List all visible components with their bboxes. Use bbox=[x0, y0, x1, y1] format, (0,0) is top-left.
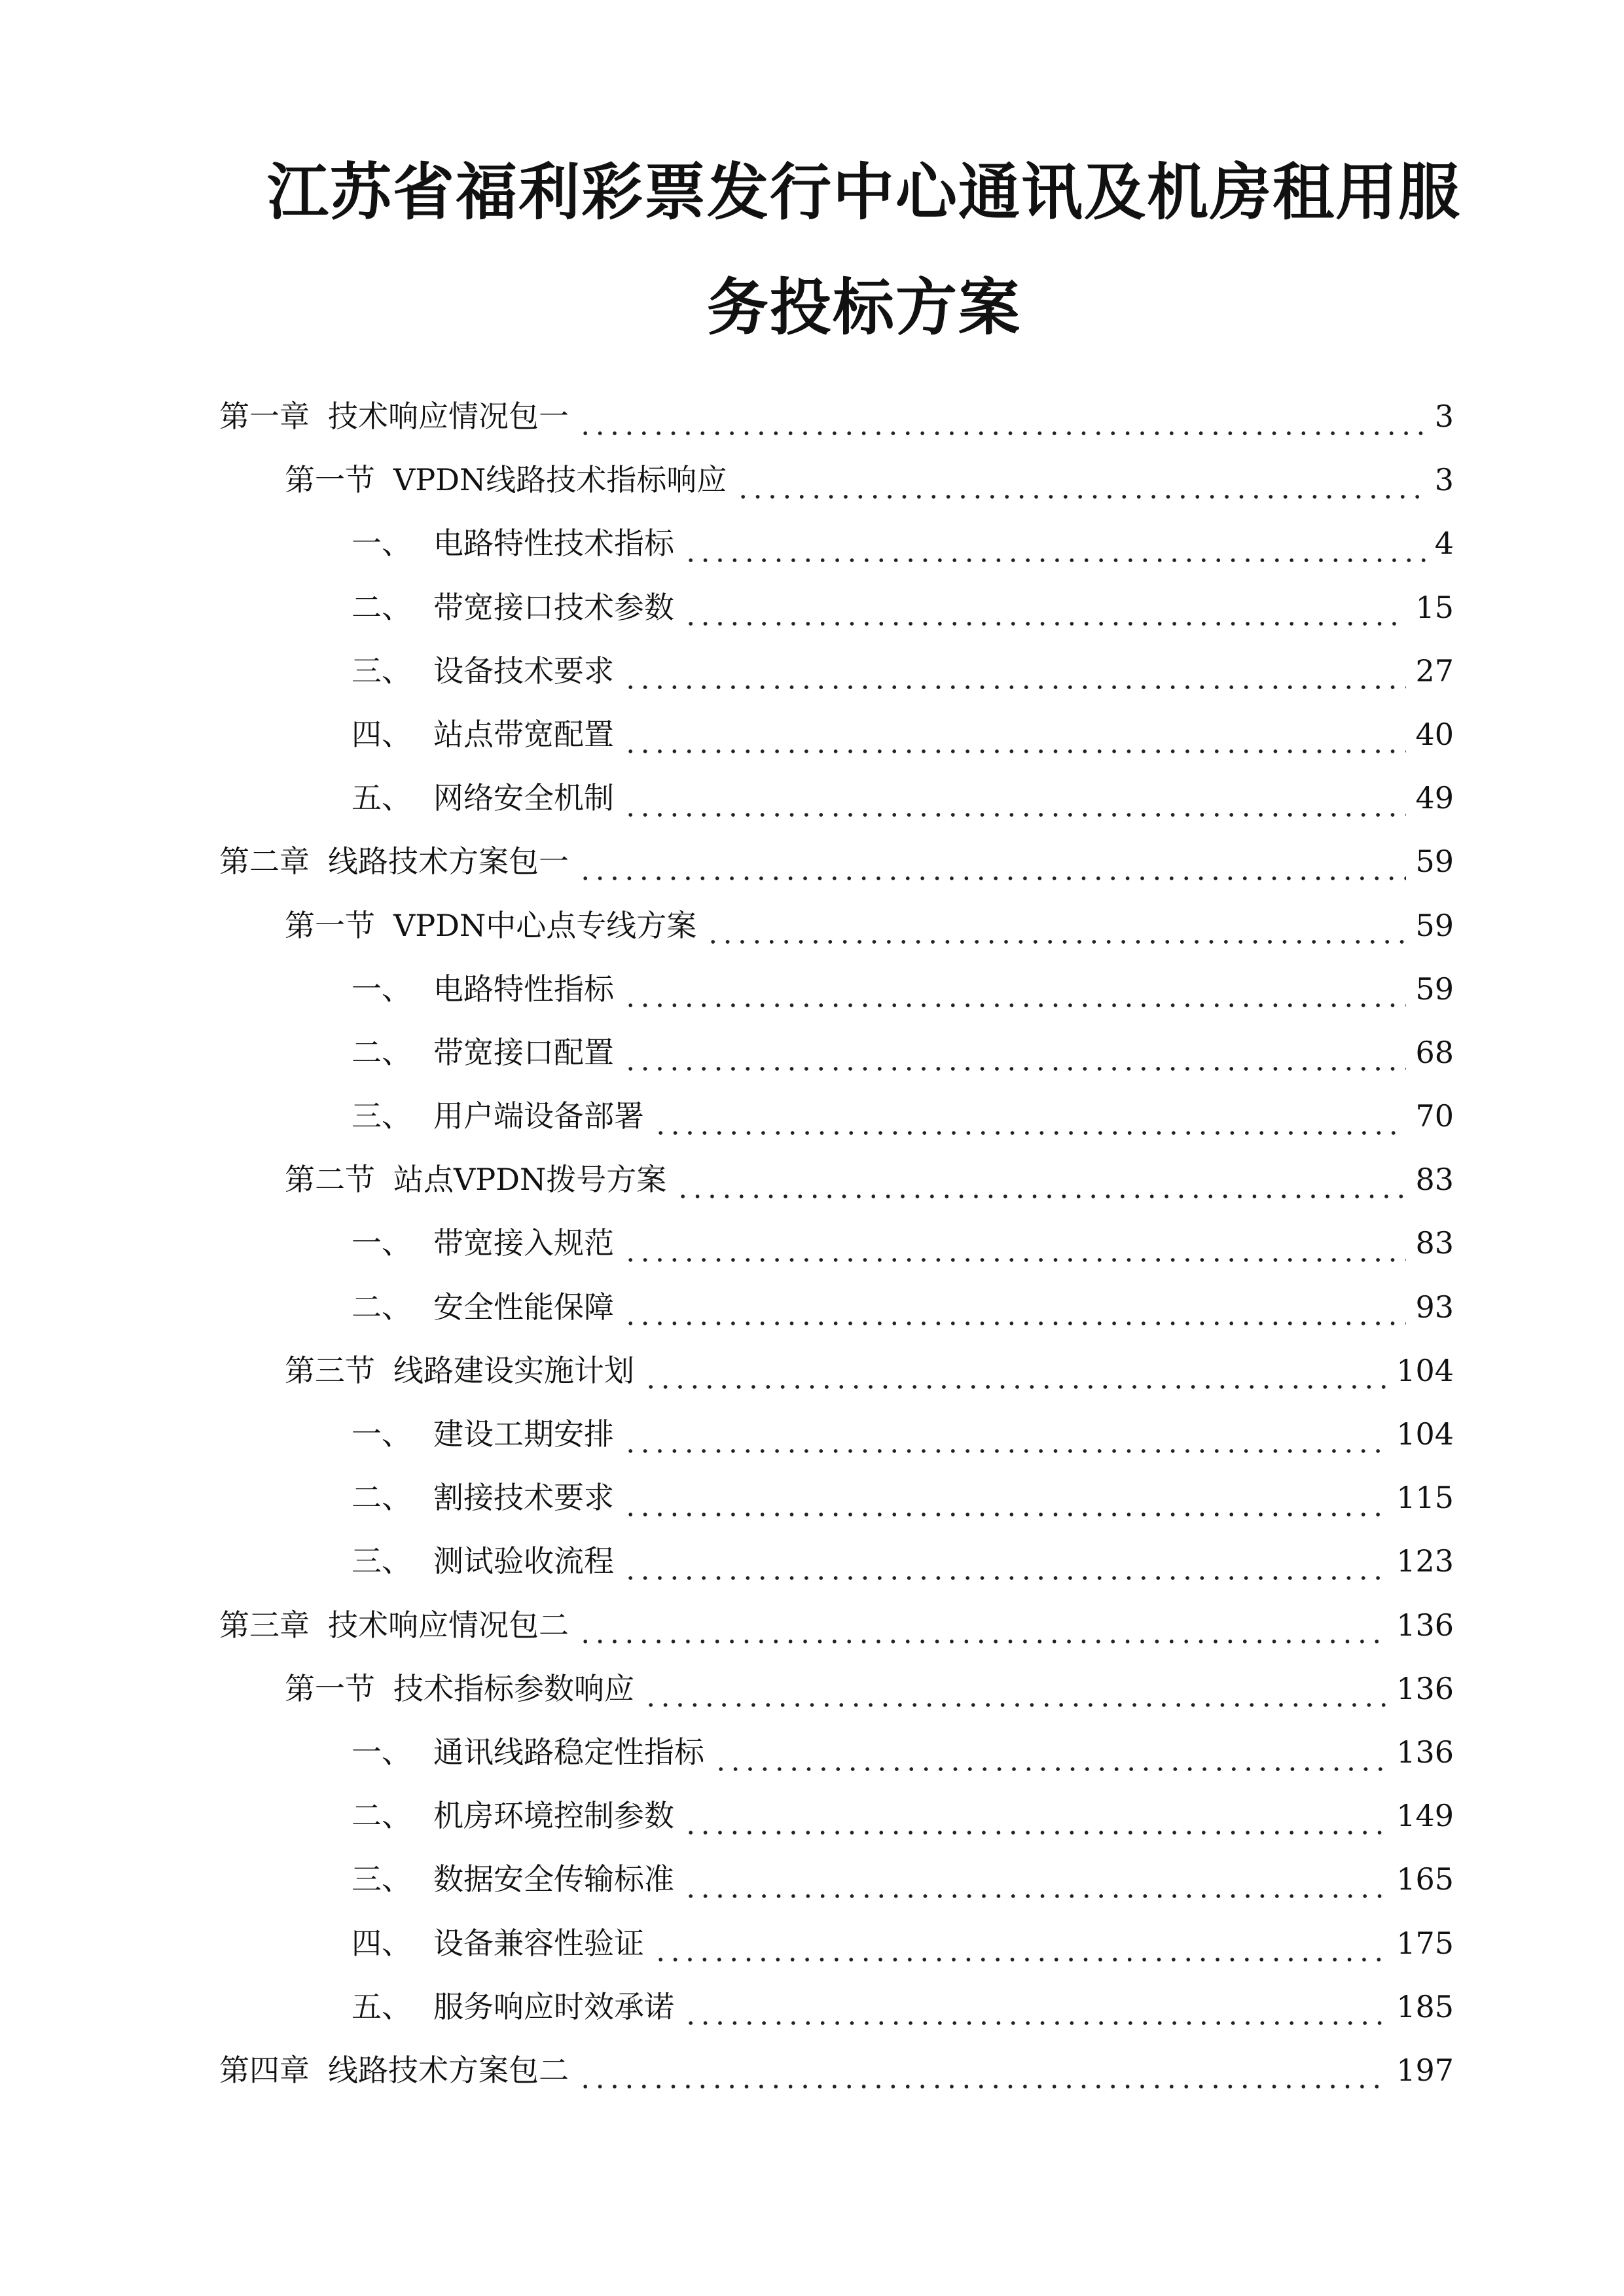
toc-dot-leader bbox=[623, 1297, 1406, 1327]
toc-dot-leader bbox=[623, 979, 1406, 1009]
toc-entry[interactable] bbox=[0, 448, 1624, 512]
toc-page-number: 123 bbox=[1396, 1543, 1454, 1579]
toc-dot-leader bbox=[578, 1615, 1387, 1645]
toc-entry-title: 网络安全机制 bbox=[433, 780, 614, 816]
toc-entry-number: 一、 bbox=[352, 971, 412, 1007]
toc-entry[interactable] bbox=[0, 1721, 1624, 1784]
toc-entry-title: 带宽接口配置 bbox=[433, 1034, 614, 1070]
toc-entry-number: 第一章 bbox=[219, 399, 310, 434]
toc-entry-title: 电路特性技术指标 bbox=[433, 526, 674, 562]
toc-dot-leader bbox=[706, 916, 1406, 946]
toc-page-number: 83 bbox=[1415, 1162, 1454, 1198]
toc-entry[interactable] bbox=[0, 512, 1624, 575]
toc-entry[interactable] bbox=[0, 703, 1624, 766]
toc-page-number: 27 bbox=[1415, 653, 1454, 689]
toc-dot-leader bbox=[623, 1552, 1387, 1582]
toc-page-number: 165 bbox=[1396, 1861, 1454, 1897]
toc-dot-leader bbox=[643, 1361, 1387, 1391]
toc-page-number: 4 bbox=[1434, 526, 1454, 562]
toc-entry-title: 通讯线路稳定性指标 bbox=[433, 1734, 704, 1770]
toc-entry-number: 二、 bbox=[352, 1480, 412, 1516]
toc-entry[interactable] bbox=[0, 1276, 1624, 1339]
toc-entry[interactable] bbox=[0, 1339, 1624, 1403]
toc-entry-number: 三、 bbox=[352, 1543, 412, 1579]
toc-entry-title: 测试验收流程 bbox=[433, 1543, 614, 1579]
toc-entry-title: 线路技术方案包一 bbox=[328, 844, 569, 880]
toc-entry[interactable] bbox=[0, 1530, 1624, 1593]
table-of-contents bbox=[0, 385, 1624, 2102]
toc-entry[interactable] bbox=[0, 639, 1624, 703]
toc-dot-leader bbox=[623, 1043, 1406, 1073]
toc-entry-number: 三、 bbox=[352, 1098, 412, 1134]
toc-entry[interactable] bbox=[0, 2039, 1624, 2102]
toc-entry-title: 带宽接入规范 bbox=[433, 1225, 614, 1261]
toc-dot-leader bbox=[683, 1997, 1387, 2027]
toc-dot-leader bbox=[623, 661, 1406, 691]
toc-dot-leader bbox=[683, 598, 1406, 628]
toc-entry-title: 线路技术方案包二 bbox=[328, 2052, 569, 2088]
toc-entry-title: 设备兼容性验证 bbox=[433, 1925, 644, 1961]
toc-entry-title: 带宽接口技术参数 bbox=[433, 589, 674, 625]
toc-entry-number: 五、 bbox=[352, 780, 412, 816]
toc-entry-number: 一、 bbox=[352, 1416, 412, 1452]
toc-entry-title: VPDN中心点专线方案 bbox=[393, 907, 697, 943]
toc-entry-title: 设备技术要求 bbox=[433, 653, 614, 689]
toc-entry-number: 第四章 bbox=[219, 2052, 310, 2088]
toc-entry-number: 三、 bbox=[352, 1861, 412, 1897]
toc-page-number: 59 bbox=[1415, 971, 1454, 1007]
toc-entry-title: 站点VPDN拨号方案 bbox=[393, 1162, 667, 1198]
toc-entry-title: 机房环境控制参数 bbox=[433, 1798, 674, 1834]
toc-entry[interactable] bbox=[0, 1148, 1624, 1211]
toc-page-number: 149 bbox=[1396, 1798, 1454, 1834]
toc-entry[interactable] bbox=[0, 1466, 1624, 1530]
toc-entry-title: VPDN线路技术指标响应 bbox=[393, 462, 727, 498]
toc-entry[interactable] bbox=[0, 1085, 1624, 1148]
toc-entry[interactable] bbox=[0, 958, 1624, 1021]
toc-entry-title: 安全性能保障 bbox=[433, 1289, 614, 1325]
toc-entry-number: 第三节 bbox=[285, 1352, 375, 1388]
toc-entry-number: 二、 bbox=[352, 1289, 412, 1325]
toc-dot-leader bbox=[643, 1679, 1387, 1709]
toc-entry-number: 第一节 bbox=[285, 907, 375, 943]
toc-dot-leader bbox=[623, 725, 1406, 755]
toc-page-number: 136 bbox=[1396, 1734, 1454, 1770]
toc-entry-title: 技术指标参数响应 bbox=[393, 1670, 634, 1706]
toc-page-number: 185 bbox=[1396, 1988, 1454, 2024]
toc-dot-leader bbox=[676, 1170, 1406, 1200]
toc-dot-leader bbox=[623, 1234, 1406, 1264]
toc-entry-number: 第一节 bbox=[285, 462, 375, 498]
toc-dot-leader bbox=[683, 1870, 1387, 1900]
toc-entry-title: 技术响应情况包二 bbox=[328, 1607, 569, 1643]
toc-dot-leader bbox=[683, 1806, 1387, 1837]
document-title-line-1: 江苏省福利彩票发行中心通讯及机房租用服 bbox=[266, 157, 1461, 228]
toc-dot-leader bbox=[713, 1743, 1387, 1773]
toc-dot-leader bbox=[578, 407, 1426, 437]
toc-entry-number: 第一节 bbox=[285, 1670, 375, 1706]
toc-entry[interactable] bbox=[0, 1594, 1624, 1657]
toc-entry-number: 一、 bbox=[352, 1734, 412, 1770]
toc-dot-leader bbox=[578, 852, 1406, 882]
toc-entry[interactable] bbox=[0, 1021, 1624, 1085]
toc-entry[interactable] bbox=[0, 576, 1624, 639]
toc-page-number: 136 bbox=[1396, 1607, 1454, 1643]
document-title-line-2: 务投标方案 bbox=[706, 272, 1021, 344]
toc-entry[interactable] bbox=[0, 1848, 1624, 1911]
toc-entry-title: 用户端设备部署 bbox=[433, 1098, 644, 1134]
toc-entry-number: 二、 bbox=[352, 1798, 412, 1834]
toc-page-number: 175 bbox=[1396, 1925, 1454, 1961]
toc-dot-leader bbox=[736, 471, 1425, 501]
toc-entry[interactable] bbox=[0, 894, 1624, 958]
toc-entry-number: 第二节 bbox=[285, 1162, 375, 1198]
toc-entry-number: 五、 bbox=[352, 1988, 412, 2024]
toc-entry-number: 四、 bbox=[352, 716, 412, 752]
toc-page-number: 104 bbox=[1396, 1416, 1454, 1452]
toc-entry-number: 一、 bbox=[352, 1225, 412, 1261]
toc-entry-number: 第二章 bbox=[219, 844, 310, 880]
toc-page-number: 40 bbox=[1415, 716, 1454, 752]
toc-entry-title: 割接技术要求 bbox=[433, 1480, 614, 1516]
toc-entry-title: 站点带宽配置 bbox=[433, 716, 614, 752]
toc-dot-leader bbox=[623, 789, 1406, 819]
toc-entry-title: 服务响应时效承诺 bbox=[433, 1988, 674, 2024]
toc-entry-number: 二、 bbox=[352, 1034, 412, 1070]
toc-page-number: 197 bbox=[1396, 2052, 1454, 2088]
toc-dot-leader bbox=[653, 1107, 1406, 1137]
toc-page-number: 115 bbox=[1396, 1480, 1454, 1516]
toc-entry-number: 二、 bbox=[352, 589, 412, 625]
toc-page-number: 59 bbox=[1415, 907, 1454, 943]
toc-entry-title: 技术响应情况包一 bbox=[328, 399, 569, 434]
toc-page-number: 83 bbox=[1415, 1225, 1454, 1261]
toc-entry[interactable] bbox=[0, 1211, 1624, 1275]
toc-entry-number: 第三章 bbox=[219, 1607, 310, 1643]
toc-entry[interactable] bbox=[0, 1912, 1624, 1975]
toc-entry-title: 建设工期安排 bbox=[433, 1416, 614, 1452]
toc-entry[interactable] bbox=[0, 830, 1624, 893]
toc-entry[interactable] bbox=[0, 1657, 1624, 1721]
toc-dot-leader bbox=[683, 534, 1426, 564]
toc-page-number: 15 bbox=[1415, 589, 1454, 625]
toc-page-number: 68 bbox=[1415, 1034, 1454, 1070]
toc-page-number: 59 bbox=[1415, 844, 1454, 880]
toc-page-number: 93 bbox=[1415, 1289, 1454, 1325]
toc-page-number: 104 bbox=[1396, 1352, 1454, 1388]
toc-dot-leader bbox=[653, 1933, 1387, 1964]
toc-page-number: 136 bbox=[1396, 1670, 1454, 1706]
toc-entry-number: 一、 bbox=[352, 526, 412, 562]
toc-entry[interactable] bbox=[0, 1784, 1624, 1848]
toc-entry-number: 三、 bbox=[352, 653, 412, 689]
toc-entry-number: 四、 bbox=[352, 1925, 412, 1961]
toc-dot-leader bbox=[623, 1425, 1387, 1455]
toc-dot-leader bbox=[578, 2060, 1387, 2090]
toc-page-number: 49 bbox=[1415, 780, 1454, 816]
toc-entry-title: 电路特性指标 bbox=[433, 971, 614, 1007]
toc-page-number: 3 bbox=[1434, 462, 1454, 498]
toc-entry[interactable] bbox=[0, 385, 1624, 448]
toc-entry[interactable] bbox=[0, 1403, 1624, 1466]
toc-entry[interactable] bbox=[0, 1975, 1624, 2039]
toc-page-number: 3 bbox=[1434, 399, 1454, 434]
toc-entry-title: 数据安全传输标准 bbox=[433, 1861, 674, 1897]
toc-entry-title: 线路建设实施计划 bbox=[393, 1352, 634, 1388]
toc-page-number: 70 bbox=[1415, 1098, 1454, 1134]
toc-entry[interactable] bbox=[0, 766, 1624, 830]
toc-dot-leader bbox=[623, 1488, 1387, 1518]
